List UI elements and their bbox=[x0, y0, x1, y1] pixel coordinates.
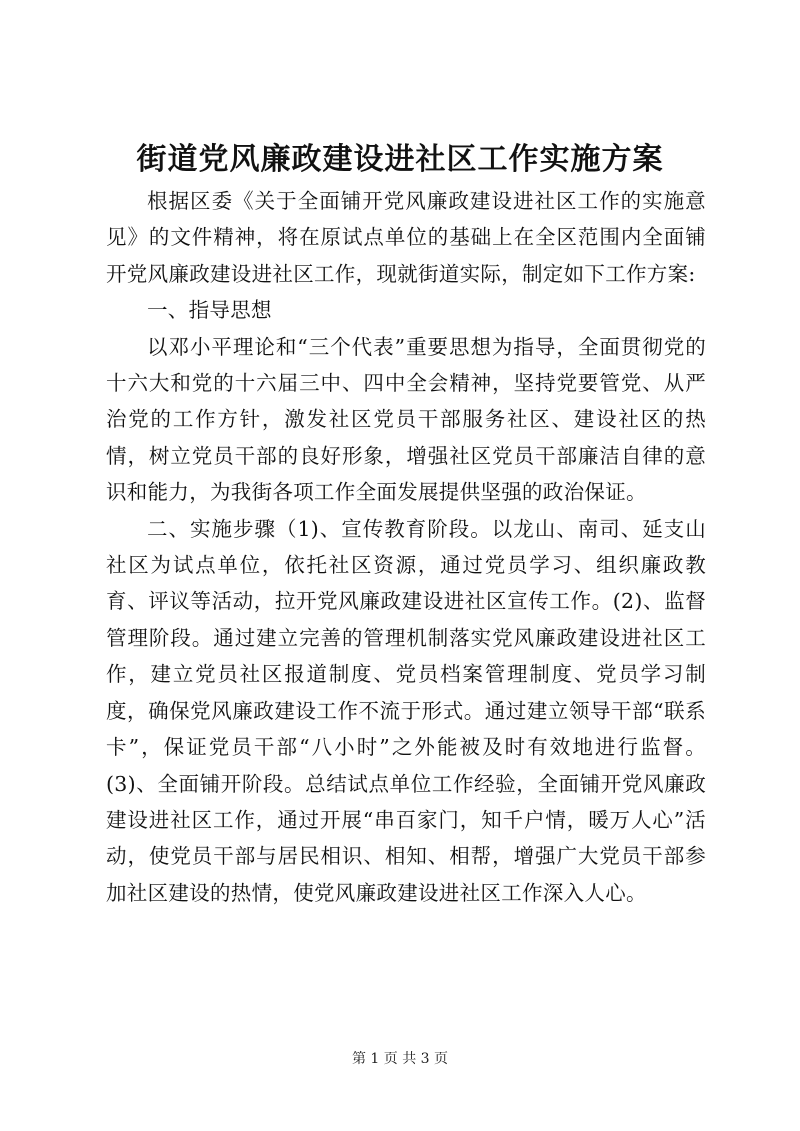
page-footer: 第 1 页 共 3 页 bbox=[351, 1051, 449, 1067]
document-body bbox=[106, 183, 706, 911]
section-heading-guiding-ideology: 一、指导思想 bbox=[147, 298, 272, 323]
intro-paragraph: 根据区委《关于全面铺开党风廉政建设进社区工作的实施意见》的文件精神，将在原试点单位的基础上在全区范围内全面铺开党风廉政建设进社区工作，现就街道实际，制定如下工作方案: bbox=[106, 189, 706, 286]
page-title: 街道党风廉政建设进社区工作实施方案 bbox=[136, 142, 664, 177]
guiding-ideology-paragraph: 以邓小平理论和“三个代表”重要思想为指导，全面贯彻党的十六大和党的十六届三中、四中全会精神，坚持党要管党、从严治党的工作方针，激发社区党员干部服务社区、建设社区的热情，树立党员干部的良好形象，增强社区党员干部廉洁自律的意识和能力，为我街各项工作全面发展提供坚强的政治保证。 bbox=[106, 334, 706, 505]
implementation-steps-paragraph: 二、实施步骤（1)、宣传教育阶段。以龙山、南司、延支山社区为试点单位，依托社区资源，通过党员学习、组织廉政教育、评议等活动，拉开党风廉政建设进社区宣传工作。(2)、监督管理阶段。通过建立完善的管理机制落实党风廉政建设进社区工作，建立党员社区报道制度、党员档案管理制度、党员学习制度，确保党风廉政建设工作不流于形式。通过建立领导干部“联系卡”，保证党员干部“八小时”之外能被及时有效地进行监督。(3)、全面铺开阶段。总结试点单位工作经验，全面铺开党风廉政建设进社区工作，通过开展“串百家门，知千户情，暖万人心”活动，使党员干部与居民相识、相知、相帮，增强广大党员干部参加社区建设的热情，使党风廉政建设进社区工作深入人心。 bbox=[106, 516, 706, 905]
